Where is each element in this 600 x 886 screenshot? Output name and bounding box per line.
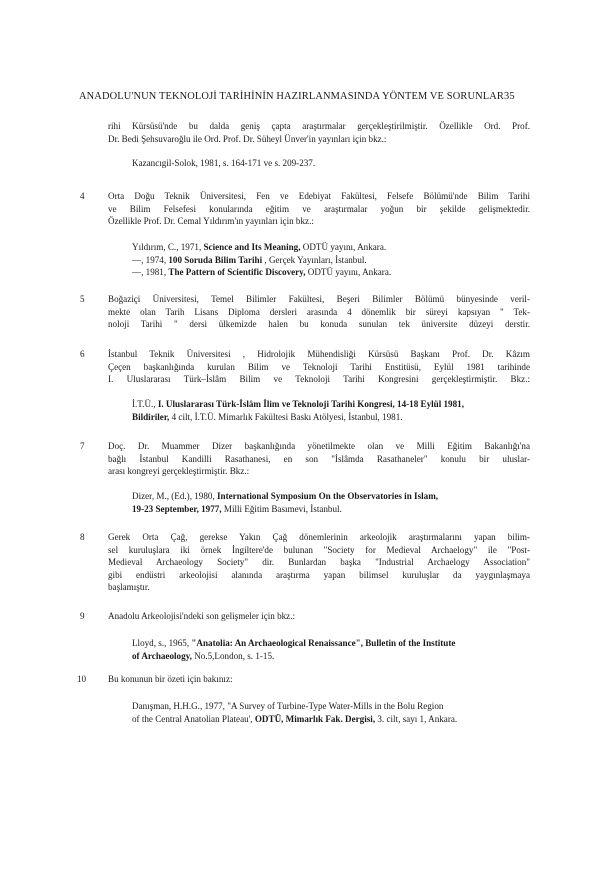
note-9-text: [108, 610, 530, 623]
note-4-references: [132, 241, 532, 279]
ref-title: International Symposium On the Observatories in Islam,: [217, 491, 439, 501]
reference-entry: [132, 398, 532, 411]
reference-entry: [132, 241, 532, 254]
reference-entry: [132, 650, 532, 663]
running-header: ANADOLU'NUN TEKNOLOJİ TARİHİNİN HAZIRLANMASINDA YÖNTEM VE SORUNLAR35: [79, 91, 515, 102]
text-line: Bu konunun bir özeti için bakınız:: [108, 674, 233, 684]
reference-entry: Danışman, H.H.G., 1977, "A Survey of Turbine-Type Water-Mills in the Bolu Region: [132, 701, 444, 711]
note-number: 9: [80, 611, 85, 621]
ref-author: Dizer, M., (Ed.), 1980,: [132, 491, 217, 501]
note-7-text: [108, 440, 530, 478]
text-line: Medieval Archaeology Society" dir. Bunlardan başka "Industrial Archaelogy Association": [108, 557, 530, 568]
ref-title: 100 Soruda Bilim Tarihi: [168, 254, 263, 265]
text-line: gibi endüstri arkeolojisi alanında araştırma yapan bilimsel kuruluşlar da yaygınlaşmaya: [108, 569, 530, 580]
ref-title: 19-23 September, 1977,: [132, 503, 222, 514]
reference-entry: [132, 254, 532, 267]
ref-publisher: 4 cilt, İ.T.Ü. Mimarlık Fakültesi Baskı Atölyesi, İstanbul, 1981.: [169, 411, 403, 422]
text-line: arası kongreyi gerçekleştirmiştir. Bkz.:: [108, 466, 250, 477]
ref-publisher: No.5,London, s. 1-15.: [191, 650, 275, 661]
text-line: başlamıştır.: [108, 582, 150, 593]
reference-entry: [132, 713, 532, 726]
note-5-text: [108, 293, 530, 331]
ref-publisher: ODTÜ yayını, Ankara.: [305, 267, 392, 278]
note-number: 7: [80, 441, 85, 451]
text-line: Çeçen başkanlığında kurulan Bilim ve Teknoloji Tarihi Enstitüsü, Eylül 1981 tarihinde: [108, 361, 530, 372]
note-10-references: [132, 700, 532, 725]
text-line: Boğaziçi Üniversitesi, Temel Bilimler Fakültesi, Beşeri Bilimler Bölümü bünyesinde veril-: [108, 294, 530, 304]
text-line: İstanbul Teknik Üniversitesi , Hidrolojik Mühendisliği Kürsüsü Başkanı Prof. Dr. Kâzım: [108, 349, 530, 359]
reference-entry: Lloyd, s., 1965, "Anatolia: An Archaeological Renaissance", Bulletin of the Institute: [132, 638, 456, 648]
ref-title: of Archaeology,: [132, 650, 192, 661]
note-8-text: [108, 531, 530, 594]
ref-publisher: Milli Eğitim Basımevi, İstanbul.: [221, 503, 342, 514]
ref-author: Yıldırım, C., 1971,: [132, 242, 204, 252]
note-10-text: [108, 673, 530, 686]
text-line: Özellikle Prof. Dr. Cemal Yıldırım'ın yayınları için bkz.:: [108, 216, 314, 227]
text-line: noloji Tarihi " dersi ülkemizde halen bu konuda sunulan tek üniversite düzeyi derstir.: [108, 319, 530, 330]
note-6-text: [108, 348, 530, 386]
text-line: I. Uluslararası Türk–İslâm Bilim ve Teknoloji Tarihi Kongresini gerçekleştirmiştir. Bkz.:: [108, 374, 530, 385]
ref-author: —, 1981,: [132, 267, 169, 278]
text-line: Anadolu Arkeolojisi'ndeki son gelişmeler için bkz.:: [108, 611, 296, 621]
ref-author: —, 1974,: [132, 254, 169, 265]
ref-title: I. Uluslararası Türk-İslâm İlim ve Teknoloji Tarihi Kongresi, 14-18 Eylül 1981,: [157, 399, 464, 409]
reference-entry: [132, 490, 532, 503]
ref-title: Science and Its Meaning,: [203, 242, 301, 252]
ref-title: Bildiriler,: [132, 411, 170, 422]
note-4-text: [108, 190, 530, 228]
note-number: 4: [80, 191, 85, 201]
text-line: ve Bilim Felsefesi konularında eğitim ve araştırmalar yoğun bir şekilde gelişmektedir.: [108, 203, 530, 214]
text-line: sel kuruluşlara iki örnek İngiltere'de bulunan "Society for Medieval Archaelogy" ile "Post-: [108, 544, 530, 555]
ref-author: of the Central Anatolian Plateau',: [132, 713, 255, 724]
reference-entry: [132, 411, 532, 424]
note-continuation: [108, 120, 530, 145]
note-9-references: [132, 637, 532, 662]
ref-publisher: , Gerçek Yayınları, İstanbul.: [262, 254, 367, 265]
ref-publisher: ODTÜ yayını, Ankara.: [300, 242, 387, 252]
text-line: Dr. Bedi Şehsuvaroğlu ile Ord. Prof. Dr. Süheyl Ünver'in yayınları için bkz.:: [108, 133, 387, 144]
reference-entry: [132, 503, 532, 516]
note-number: 6: [80, 349, 85, 359]
ref-title: The Pattern of Scientific Discovery,: [168, 267, 306, 278]
note-6-references: [132, 398, 532, 423]
text-line: Orta Doğu Teknik Üniversitesi, Fen ve Edebiyat Fakültesi, Felsefe Bölümü'nde Bilim Tarihi: [108, 191, 530, 201]
text-line: rihi Kürsüsü'nde bu dalda geniş çapta araştırmalar gerçekleştirilmiştir. Özellikle Ord. Prof.: [108, 121, 530, 131]
note-number: 10: [77, 674, 87, 684]
note-number: 5: [80, 294, 85, 304]
reference-text: Kazancıgil-Solok, 1981, s. 164-171 ve s. 209-237.: [132, 158, 316, 168]
reference-entry: [132, 266, 532, 279]
ref-title: ODTÜ, Mimarlık Fak. Dergisi,: [254, 713, 376, 724]
text-line: bağlı İstanbul Kandilli Rasathanesi, en son "İslâmda Rasathaneler" konulu bir uluslar-: [108, 453, 530, 464]
ref-title: "Anatolia: An Archaeological Renaissance", Bulletin of the Institute: [191, 638, 456, 648]
reference: [132, 157, 532, 170]
ref-author: İ.T.Ü.,: [132, 399, 158, 409]
text-line: Gerek Orta Çağ, gerekse Yakın Çağ dönemlerinin arkeolojik araştırmalarını yapan bilim-: [108, 532, 530, 542]
ref-publisher: 3. cilt, sayı 1, Ankara.: [375, 713, 458, 724]
text-line: mekte olan Tarih Lisans Diploma dersleri arasında 4 dönemlik bir süreyi kapsıyan " Tek-: [108, 306, 530, 317]
note-number: 8: [80, 532, 85, 542]
text-line: Doç. Dr. Muammer Dizer başkanlığında yönetilmekte olan ve Milli Eğitim Bakanlığı'na: [108, 441, 530, 451]
note-7-references: [132, 490, 532, 515]
